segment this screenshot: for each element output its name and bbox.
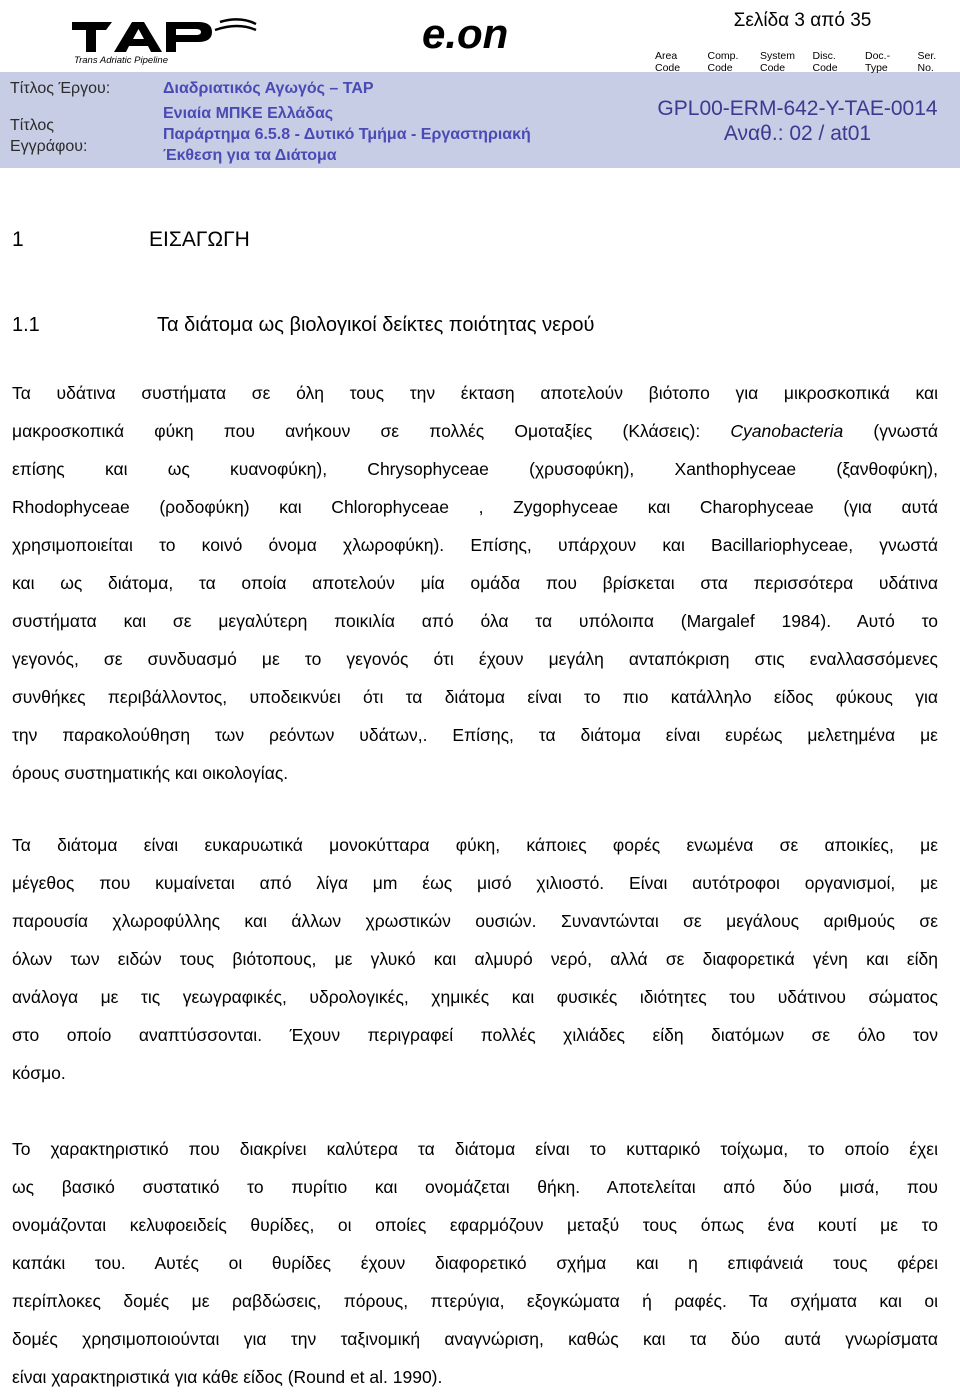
paragraph-3	[12, 1130, 938, 1396]
paragraph-line: ανάλογα με τις γεωγραφικές, υδρολογικές, χημικές και φυσικές ιδιότητες του υδάτινου σώματος	[12, 978, 938, 1016]
document-code-fields	[645, 41, 960, 72]
paragraph-line: κόσμο.	[12, 1054, 938, 1092]
subsection-number: 1.1	[12, 314, 157, 337]
paragraph-line: καπάκι του. Αυτές οι θυρίδες έχουν διαφορετικό σχήμα και η επιφάνειά τους φέρει	[12, 1244, 938, 1282]
document-title-label-2: Εγγράφου:	[10, 136, 88, 157]
page-number: Σελίδα 3 από 35	[645, 10, 960, 32]
paragraph-line: χρησιμοποιείται το κοινό όνομα χλωροφύκη). Επίσης, υπάρχουν και Bacillariophyceae, γνωστά	[12, 526, 938, 564]
paragraph-line: δομές χρησιμοποιούνται για την ταξινομική αναγνώριση, καθώς και τα δύο αυτά γνωρίσματα	[12, 1320, 938, 1358]
comp-code-label: Comp. Code	[698, 41, 751, 72]
paragraph-line: γεγονός, σε συνδυασμό με το γεγονός ότι έχουν μεγάλη ανταπόκριση στις εναλλασσόμενες	[12, 640, 938, 678]
subsection-title: Τα διάτομα ως βιολογικοί δείκτες ποιότητας νερού	[157, 314, 594, 336]
document-header	[0, 0, 960, 168]
paragraph-line: Rhodophyceae (ροδοφύκη) και Chlorophyceae , Zygophyceae και Charophyceae (για αυτά	[12, 488, 938, 526]
taxon-name: Cyanobacteria	[730, 421, 843, 441]
document-title-label-1: Τίτλος	[10, 115, 54, 136]
paragraph-line: επίσης και ως κυανοφύκη), Chrysophyceae (χρυσοφύκη), Xanthophyceae (ξανθοφύκη),	[12, 450, 938, 488]
area-code-label: Area Code	[645, 41, 698, 72]
paragraph-line-part: μακροσκοπικά φύκη που ανήκουν σε πολλές Ομοταξίες (Κλάσεις):	[12, 421, 730, 441]
paragraph-line: Τα υδάτινα συστήματα σε όλη τους την έκταση αποτελούν βιότοπο για μικροσκοπικά και	[12, 374, 938, 412]
paragraph-line: συνθήκες περιβάλλοντος, υποδεικνύει ότι τα διάτομα είναι το πιο κατάλληλο είδος φύκους για	[12, 678, 938, 716]
paragraph-line: ονομάζονται κελυφοειδείς θυρίδες, οι οποίες εφαρμόζουν μεταξύ τους όπως ένα κουτί με το	[12, 1206, 938, 1244]
eon-logo-text: e.on	[422, 14, 508, 57]
disc-code-label: Disc. Code	[803, 41, 856, 72]
paragraph-line: παρουσία χλωροφύλλης και άλλων χρωστικών ουσιών. Συναντώνται σε μεγάλους αριθμούς σε	[12, 902, 938, 940]
paragraph-line: όρους συστηματικής και οικολογίας.	[12, 754, 938, 792]
paragraph-line: και ως διάτομα, τα οποία αποτελούν μία ομάδα που βρίσκεται στα περισσότερα υδάτινα	[12, 564, 938, 602]
paragraph-line: όλων των ειδών τους βιότοπους, με γλυκό και αλμυρό νερό, αλλά σε διαφορετικά γένη και είδη	[12, 940, 938, 978]
tap-logo	[70, 10, 260, 66]
document-title-line-2: Παράρτημα 6.5.8 - Δυτικό Τμήμα - Εργαστηριακή	[163, 124, 531, 145]
paragraph-line: Το χαρακτηριστικό που διακρίνει καλύτερα τα διάτομα είναι το κυτταρικό τοίχωμα, το οποίο έχει	[12, 1130, 938, 1168]
tap-logo-tagline: Trans Adriatic Pipeline	[74, 55, 168, 66]
section-heading	[12, 228, 250, 252]
document-revision: Αναθ.: 02 / at01	[640, 121, 955, 147]
paragraph-line: ως βασικό συστατικό το πυρίτιο και ονομάζεται θήκη. Αποτελείται από δύο μισά, που	[12, 1168, 938, 1206]
paragraph-1	[12, 374, 938, 792]
document-code: GPL00-ERM-642-Y-TAE-0014	[640, 96, 955, 122]
paragraph-line: Τα διάτομα είναι ευκαρυωτικά μονοκύτταρα φύκη, κάποιες φορές ενωμένα σε αποικίες, με	[12, 826, 938, 864]
subsection-heading	[12, 314, 594, 337]
document-title-line-1: Ενιαία ΜΠΚΕ Ελλάδας	[163, 103, 333, 124]
project-title-value: Διαδριατικός Αγωγός – TAP	[163, 78, 374, 99]
paragraph-line: είναι χαρακτηριστικά για κάθε είδος (Round et al. 1990).	[12, 1358, 938, 1396]
system-code-label: System Code	[750, 41, 803, 72]
paragraph-line: στο οποίο αναπτύσσονται. Έχουν περιγραφεί πολλές χιλιάδες είδη διατόμων σε όλο τον	[12, 1016, 938, 1054]
section-title: ΕΙΣΑΓΩΓΗ	[149, 228, 250, 251]
paragraph-line	[12, 412, 938, 450]
doc-type-label: Doc.- Type	[855, 41, 908, 72]
paragraph-line-part: (γνωστά	[843, 421, 938, 441]
paragraph-line: περίπλοκες δομές με ραβδώσεις, πόρους, πτερύγια, εξογκώματα ή ραφές. Τα σχήματα και οι	[12, 1282, 938, 1320]
serial-number-label: Ser. No.	[908, 41, 960, 72]
paragraph-2	[12, 826, 938, 1092]
paragraph-line: μέγεθος που κυμαίνεται από λίγα μm έως μισό χιλιοστό. Είναι αυτότροφοι οργανισμοί, με	[12, 864, 938, 902]
paragraph-line: την παρακολούθηση των ρεόντων υδάτων,. Επίσης, τα διάτομα είναι ευρέως μελετημένα με	[12, 716, 938, 754]
project-title-label: Τίτλος Έργου:	[10, 78, 110, 99]
eon-logo	[420, 14, 545, 58]
page-info-box	[645, 8, 960, 72]
document-title-line-3: Έκθεση για τα Διάτομα	[163, 145, 337, 166]
paragraph-line: συστήματα και σε μεγαλύτερη ποικιλία από όλα τα υπόλοιπα (Margalef 1984). Αυτό το	[12, 602, 938, 640]
section-number: 1	[12, 228, 149, 252]
